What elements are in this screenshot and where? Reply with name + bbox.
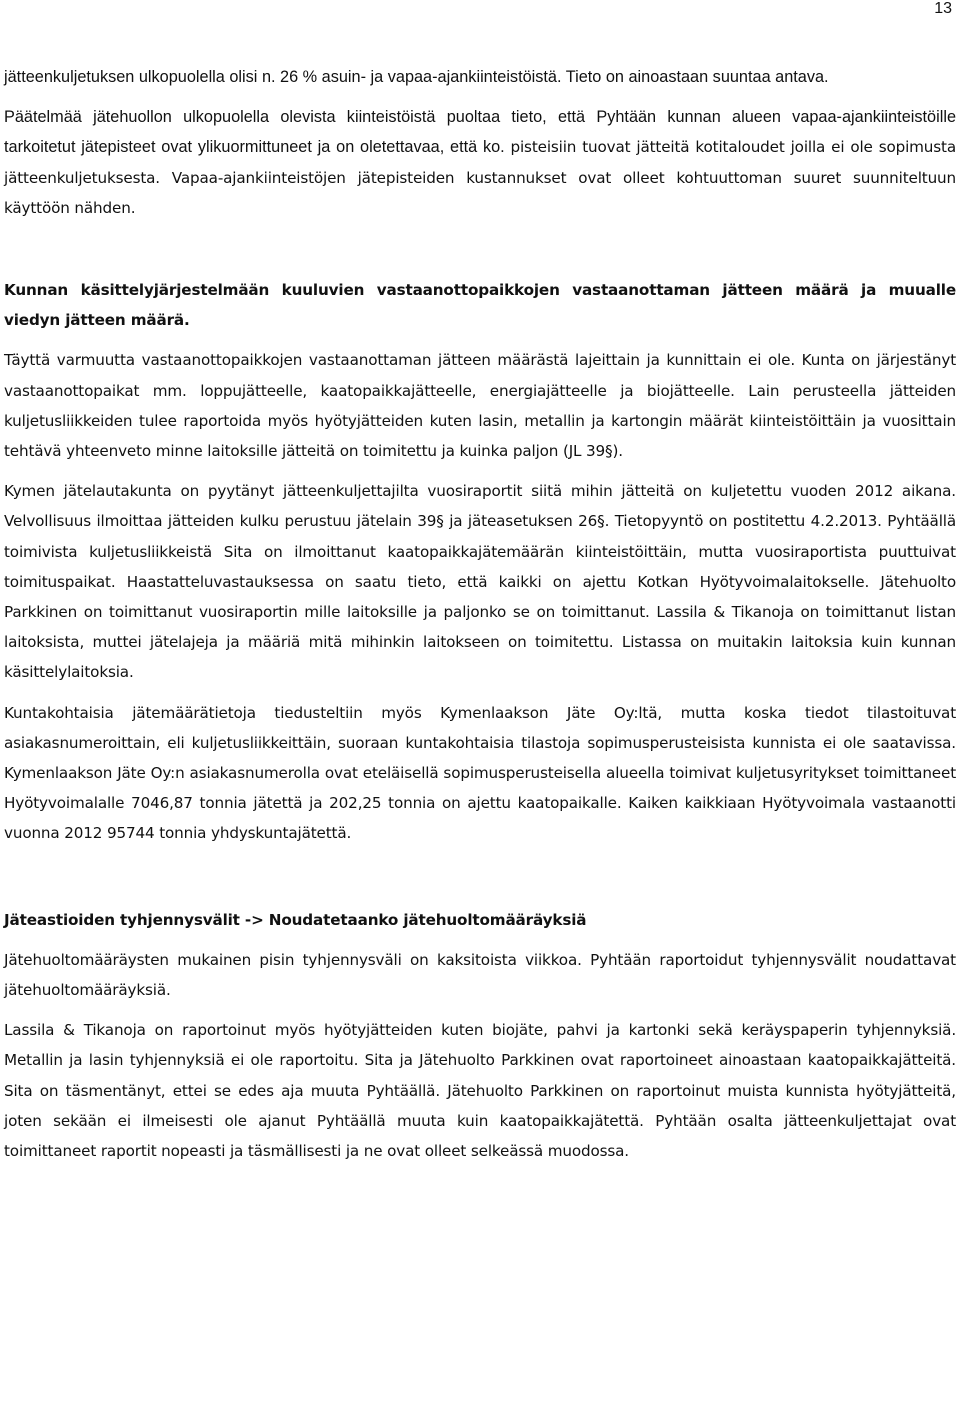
section-heading-emptying-intervals: Jäteastioiden tyhjennysvälit -> Noudatetaanko jätehuoltomääräyksiä [4,910,587,929]
paragraph-7: Lassila & Tikanoja on raportoinut myös hyötyjätteiden kuten biojäte, pahvi ja kartonki sekä keräyspaperin tyhjennyksiä. Metallin ja lasin tyhjennyksiä ei ole raportoitu. Sita ja Jätehuolto Parkkinen ovat raportoineet ainoastaan kaatopaikkajätteitä. Sita on täsmentänyt, ettei se edes aja muuta Pyhtäällä. Jätehuolto Parkkinen on raportoinut muista kunnista hyötyjätteitä, joten sekään ei ilmeisesti ole ajanut Pyhtäällä muuta kuin kaatopaikkajätettä. Pyhtään osalta jätteenkuljettajat ovat toimittaneet raportit nopeasti ja täsmällisesti ja ne ovat olleet selkeässä muodossa. [4,1021,956,1161]
paragraph-6: Jätehuoltomääräysten mukainen pisin tyhjennysväli on kaksitoista viikkoa. Pyhtään raportoidut tyhjennysvälit noudattavat jätehuoltomääräyksiä. [4,950,956,1000]
page-number: 13 [934,0,952,17]
paragraph-2-part-b: pisteisiin tuovat jätteitä kotitaloudet joilla ei ole sopimusta jätteenkuljetuksesta. Vapaa-ajankiinteistöjen jätepisteiden kustannukset ovat olleet kohtuuttoman suuret suunniteltuun käyttöön nähden. [4,138,957,217]
document-body [4,62,956,1166]
paragraph-1: jätteenkuljetuksen ulkopuolella olisi n. 26 % asuin- ja vapaa-ajankiinteistöistä. Tieto on ainoastaan suuntaa antava. [4,68,829,86]
section-heading-waste-amounts: Kunnan käsittelyjärjestelmään kuuluvien vastaanottopaikkojen vastaanottaman jätteen määrä ja muualle viedyn jätteen määrä. [4,281,956,330]
paragraph-3: Täyttä varmuutta vastaanottopaikkojen vastaanottaman jätteen määrästä lajeittain ja kunnittain ei ole. Kunta on järjestänyt vastaanottopaikat mm. loppujätteelle, kaatopaikkajätteelle, energiajätteelle ja biojätteelle. Lain perusteella jätteiden kuljetusliikkeiden tulee raportoida myös hyötyjätteiden kuten lasin, metallin ja kartongin määrät kiinteistöittäin ja vuosittain tehtävä yhteenveto minne laitoksille jätteitä on toimitettu ja kuinka paljon (JL 39§). [4,351,956,461]
paragraph-2 [4,102,956,223]
paragraph-2-part-a: Päätelmää jätehuollon ulkopuolella olevista kiinteistöistä puoltaa tieto, että Pyhtään kunnan alueen vapaa-ajankiinteistöille tarkoitetut jätepisteet ovat ylikuormittuneet ja on oletettavaa, että ko. [4,108,956,157]
paragraph-5: Kuntakohtaisia jätemäärätietoja tiedusteltiin myös Kymenlaakson Jäte Oy:ltä, mutta koska tiedot tilastoituvat asiakasnumeroittain, eli kuljetusliikkeittäin, suoraan kuntakohtaisia tilastoja sopimusperusteisista kunnista ei ole saatavissa. Kymenlaakson Jäte Oy:n asiakasnumerolla ovat eteläisellä sopimusperusteisella alueella toimivat kuljetusyritykset toimittaneet Hyötyvoimalalle 7046,87 tonnia jätettä ja 202,25 tonnia on ajettu kaatopaikalle. Kaiken kaikkiaan Hyötyvoimala vastaanotti vuonna 2012 95744 tonnia yhdyskuntajätettä. [4,703,956,843]
paragraph-4: Kymen jätelautakunta on pyytänyt jätteenkuljettajilta vuosiraportit siitä mihin jätteitä on kuljetettu vuoden 2012 aikana. Velvollisuus ilmoittaa jätteiden kulku perustuu jätelain 39§ ja jäteasetuksen 26§. Tietopyyntö on postitettu 4.2.2013. Pyhtäällä toimivista kuljetusliikkeistä Sita on ilmoittanut kaatopaikkajätemäärän kiinteistöittäin, mutta vuosiraportista puuttuivat toimituspaikat. Haastatteluvastauksessa on saatu tieto, että kaikki on ajettu Kotkan Hyötyvoimalaitokselle. Jätehuolto Parkkinen on toimittanut vuosiraportin mille laitoksille ja paljonko se on toimittanut. Lassila & Tikanoja on toimittanut listan laitoksista, muttei jätelajeja ja määriä mitä mihinkin laitokseen on toimitettu. Listassa on muitakin laitoksia kuin kunnan käsittelylaitoksia. [4,482,956,682]
